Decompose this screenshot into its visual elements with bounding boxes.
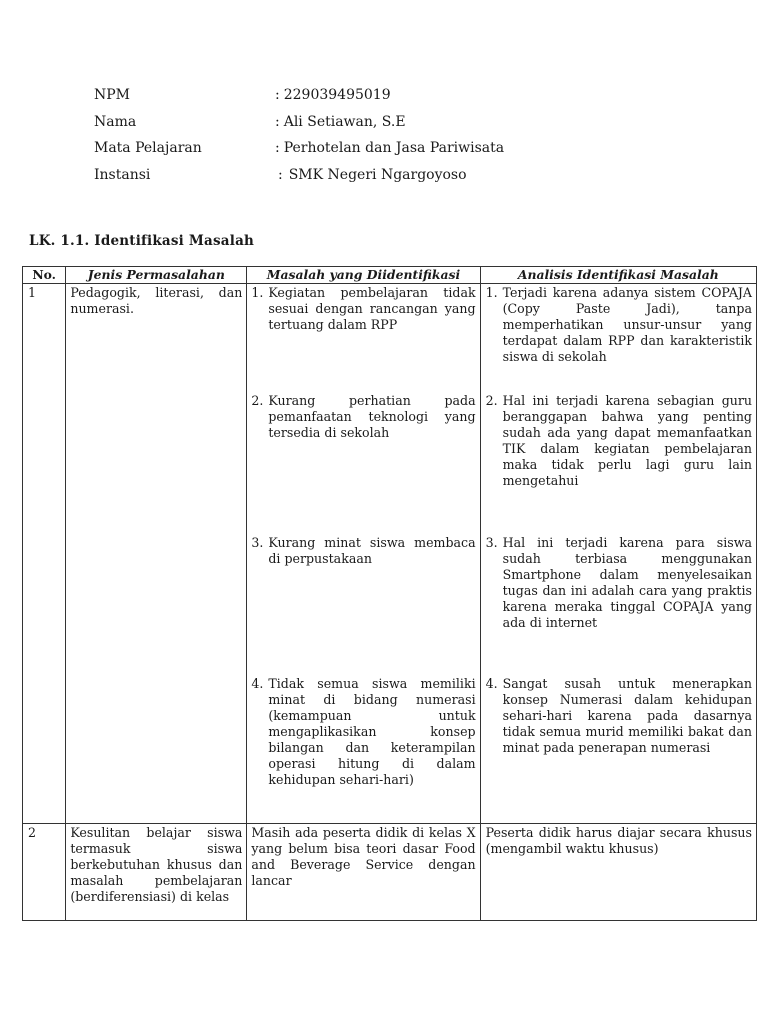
masalah-item: 4. Tidak semua siswa memiliki minat di bidang numerasi (kemampuan untuk mengaplikasikan konsep bilangan dan keterampilan operasi hitung di dalam kehidupan sehari-hari) [251, 676, 476, 787]
analisis-item: 4. Sangat susah untuk menerapkan konsep Numerasi dalam kehidupan sehari-hari karena pada dasarnya tidak semua murid memiliki bakat dan minat pada penerapan numerasi [485, 676, 752, 755]
analisis-item: 3. Hal ini terjadi karena para siswa sudah terbiasa menggunakan Smartphone dalam menyelesaikan tugas dan ini adalah cara yang praktis karena meraka tinggal COPAJA yang ada di internet [485, 535, 752, 630]
analisis-cell: Peserta didik harus diajar secara khusus (mengambil waktu khusus) [480, 824, 756, 921]
row-number: 1 [23, 284, 66, 824]
jenis-permasalahan: Kesulitan belajar siswa termasuk siswa berkebutuhan khusus dan masalah pembelajaran (berdiferensiasi) di kelas [66, 824, 247, 921]
masalah-cell: Masih ada peserta didik di kelas X yang belum bisa teori dasar Food and Beverage Service dengan lancar [247, 824, 480, 921]
mata-pelajaran-value: : Perhotelan dan Jasa Pariwisata [275, 140, 505, 156]
masalah-cell [247, 284, 480, 824]
analisis-item: 1. Terjadi karena adanya sistem COPAJA (Copy Paste Jadi), tanpa memperhatikan unsur-unsur yang terdapat dalam RPP dan karakteristik siswa di sekolah [485, 285, 752, 364]
masalah-item: 3. Kurang minat siswa membaca di perpustakaan [251, 535, 476, 566]
table-header-row [23, 267, 757, 284]
npm-label: NPM [94, 87, 131, 103]
analisis-cell [480, 284, 756, 824]
info-row-mata-pelajaran [94, 140, 654, 167]
table-row [23, 824, 757, 921]
info-row-instansi [94, 167, 654, 194]
student-info [94, 87, 654, 193]
table-row [23, 284, 757, 824]
col-header-jenis: Jenis Permasalahan [66, 267, 247, 284]
info-row-npm [94, 87, 654, 114]
col-header-masalah: Masalah yang Diidentifikasi [247, 267, 480, 284]
col-header-no: No. [23, 267, 66, 284]
info-row-nama [94, 114, 654, 141]
masalah-item: 1. Kegiatan pembelajaran tidak sesuai dengan rancangan yang tertuang dalam RPP [251, 285, 476, 332]
analisis-item: 2. Hal ini terjadi karena sebagian guru beranggapan bahwa yang penting sudah ada yang dapat memanfaatkan TIK dalam kegiatan pembelajaran maka tidak perlu lagi guru lain mengetahui [485, 393, 752, 488]
col-header-analisis: Analisis Identifikasi Masalah [480, 267, 756, 284]
npm-value: : 229039495019 [275, 87, 391, 103]
instansi-value: : SMK Negeri Ngargoyoso [278, 166, 467, 183]
nama-label: Nama [94, 113, 137, 130]
section-title: LK. 1.1. Identifikasi Masalah [29, 233, 255, 249]
row-number: 2 [23, 824, 66, 921]
instansi-label: Instansi [94, 166, 151, 183]
jenis-permasalahan: Pedagogik, literasi, dan numerasi. [66, 284, 247, 824]
nama-value: : Ali Setiawan, S.E [275, 113, 406, 130]
mata-pelajaran-label: Mata Pelajaran [94, 140, 202, 156]
problem-identification-table [22, 266, 757, 921]
masalah-item: 2. Kurang perhatian pada pemanfaatan teknologi yang tersedia di sekolah [251, 393, 476, 440]
